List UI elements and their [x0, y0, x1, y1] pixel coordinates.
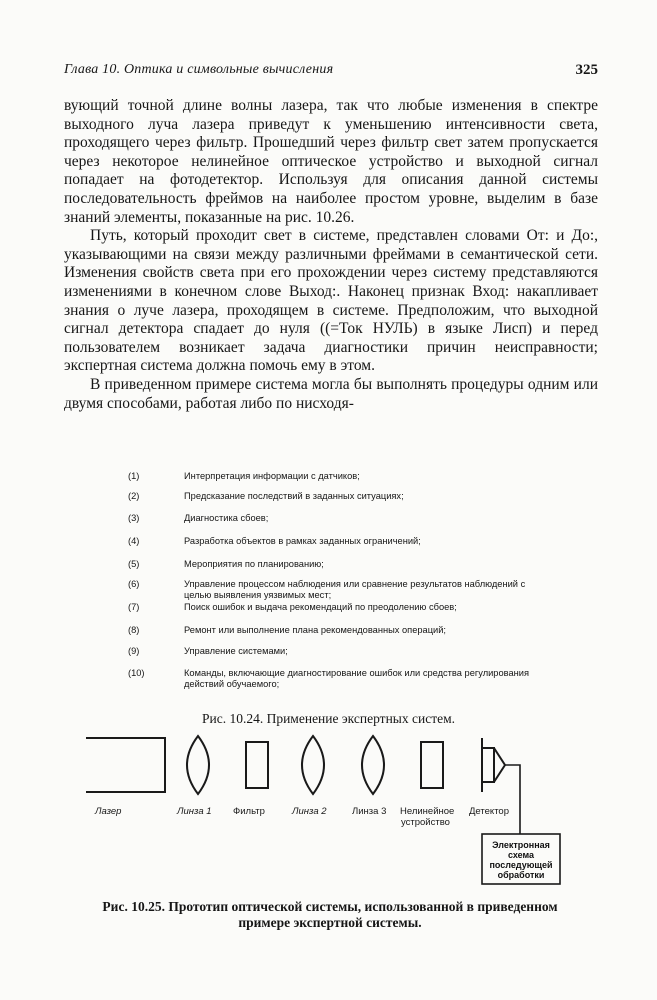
filter-label: Фильтр: [233, 806, 265, 817]
page-number: 325: [575, 62, 598, 78]
figure-10-25-caption: [60, 899, 600, 931]
running-header: [64, 62, 598, 82]
list-item-text: Предсказание последствий в заданных ситуациях;: [184, 491, 404, 501]
list-item-number: (3): [128, 513, 140, 523]
list-item-number: (8): [128, 625, 140, 635]
electronics-box-line-2: схема: [507, 850, 535, 860]
electronics-box-line-3: последующей: [489, 860, 553, 870]
electronics-box-line-1: Электронная: [492, 840, 550, 850]
list-item-text: Разработка объектов в рамках заданных ограничений;: [184, 536, 421, 546]
lens-1-shape: [187, 736, 209, 794]
paragraph-1: [64, 97, 598, 227]
detector-shape: [482, 738, 505, 792]
list-item-number: (7): [128, 602, 140, 612]
list-item-number: (4): [128, 536, 140, 546]
list-item-text: Мероприятия по планированию;: [184, 559, 324, 569]
optical-system-figure: [0, 728, 657, 888]
list-item-number: (9): [128, 646, 140, 656]
list-item-number: (5): [128, 559, 140, 569]
list-item-number: (1): [128, 471, 140, 481]
figure-10-25-caption-line-1: Рис. 10.25. Прототип оптической системы, использованной в приведенном: [102, 899, 558, 914]
lens-2-shape: [302, 736, 324, 794]
lens-3-shape: [362, 736, 384, 794]
nonlinear-device-label-line-1: Нелинейное: [400, 806, 455, 817]
laser-label: Лазер: [95, 806, 122, 817]
list-item-text: Диагностика сбоев;: [184, 513, 269, 523]
list-item-text: Управление процессом наблюдения или сравнение результатов наблюдений с целью выявления уязвимых мест;: [184, 579, 526, 600]
list-item-number: (10): [128, 668, 145, 678]
chapter-title: Глава 10. Оптика и символьные вычисления: [64, 62, 334, 77]
nonlinear-device-shape: [421, 742, 443, 788]
figure-10-24-caption: Рис. 10.24. Применение экспертных систем.: [201, 711, 456, 726]
list-item-text: Интерпретация информации с датчиков;: [184, 471, 360, 481]
paragraph-2: Путь, который проходит свет в системе, представлен словами От: и До:, указывающими на связи между различными фреймами в семантической сети. Изменения свойств света при его прохождении через систему представляются изменениями в конечном слове Выход:. Наконец признак Вход: накапливает знания о луче лазера, проходящем в системе. Предположим, что выходной сигнал детектора спадает до нуля ((=Ток НУЛЬ) в языке Лисп) и перед пользователем возникает задача диагностики причин неисправности; экспертная система должна помочь ему в этом.: [64, 227, 598, 375]
paragraph-3: В приведенном примере система могла бы выполнять процедуры одним или двумя способами, работая либо по нисходя-: [64, 375, 598, 412]
electronics-box-line-4: обработки: [497, 870, 545, 880]
list-item-text: Поиск ошибок и выдача рекомендаций по преодолению сбоев;: [184, 602, 457, 612]
paragraph-1-line-3: через фильтр свет затем пропускается через некоторое нелинейное оптическое устройство и выходной сигнал попадает на фотодетектор. Используя для описания данной системы последовательность фреймов на наиболее простом уровне, выделим в базе знаний элементы, показанные на рис. 10.26.: [64, 134, 599, 226]
list-item-number: (6): [128, 579, 140, 589]
nonlinear-device-label-line-2: устройство: [401, 817, 450, 828]
list-item-text: Команды, включающие диагностирование ошибок или средства регулирования действий обучаемого;: [184, 668, 530, 689]
laser-shape: [86, 738, 165, 792]
paragraph-1-line-1: вующий точной длине волны лазера, так что любые изменения: [64, 97, 522, 114]
paragraph-1-line-2: в спектре выходного луча лазера приведут к уменьшению интенсивности света, проходящего через фильтр. Прошедший: [64, 97, 599, 152]
filter-shape: [246, 742, 268, 788]
body-text: [64, 97, 598, 413]
lens-1-label: Линза 1: [177, 806, 212, 817]
signal-line: [505, 765, 520, 834]
list-item-number: (2): [128, 491, 140, 501]
list-item-text: Управление системами;: [184, 646, 288, 656]
figure-10-25-caption-line-2: примере экспертной системы.: [238, 915, 422, 930]
optical-system-diagram: [0, 728, 657, 888]
lens-2-label: Линза 2: [292, 806, 327, 817]
lens-3-label: Линза 3: [352, 806, 387, 817]
detector-label: Детектор: [469, 806, 510, 817]
list-item-text: Ремонт или выполнение плана рекомендованных операций;: [184, 625, 447, 635]
